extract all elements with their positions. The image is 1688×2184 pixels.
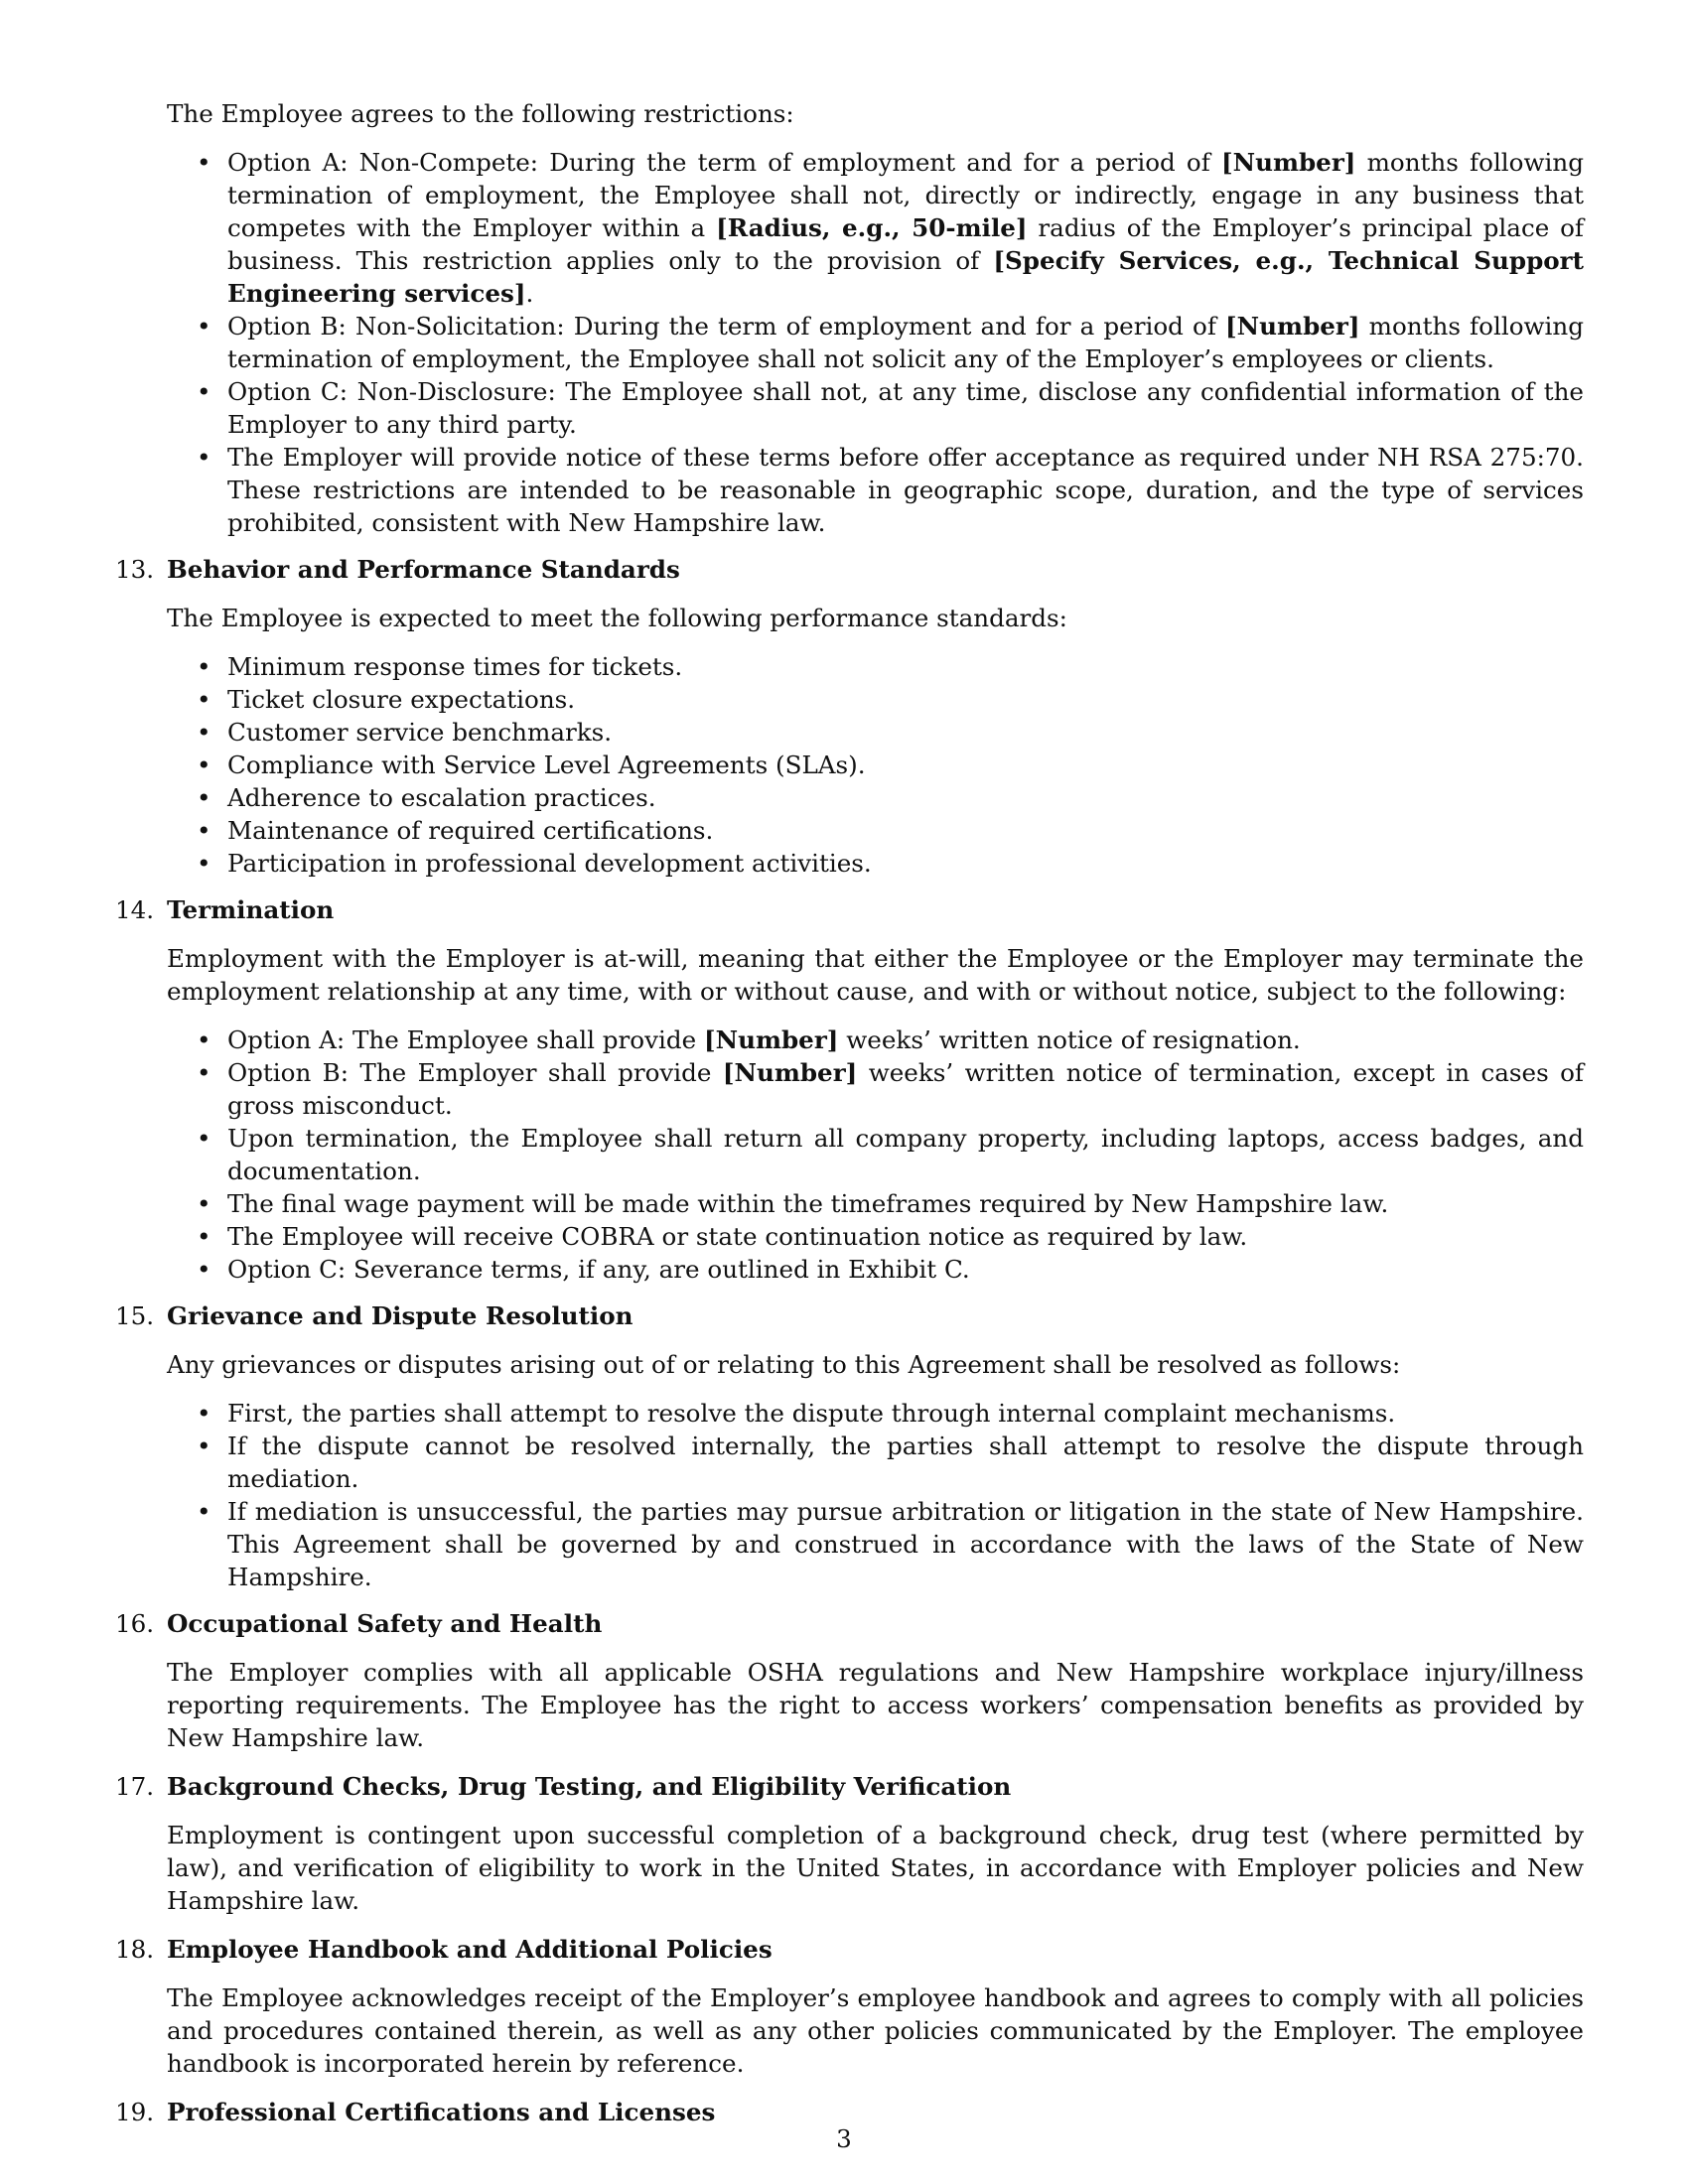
section-intro: The Employee is expected to meet the following performance standards: [167, 604, 1067, 632]
dispute-list [167, 1397, 1584, 1593]
section-number: 16. [115, 1609, 155, 1638]
text-run: Option A: Non-Compete: During the term of employment and for a period of [227, 148, 1221, 177]
section-title: Termination [167, 895, 335, 924]
section-heading [115, 1933, 1584, 1966]
text-run: Option B: The Employer shall provide [227, 1058, 723, 1087]
placeholder-services: [Specify Services, e.g., Technical Support Engineering services] [227, 246, 1584, 308]
placeholder-number: [Number] [1220, 148, 1356, 177]
text-run: Option B: Non-Solicitation: During the term of employment and for a period of [227, 312, 1226, 341]
list-item [167, 1056, 1584, 1122]
placeholder-number: [Number] [722, 1058, 858, 1087]
section-number: 15. [115, 1301, 155, 1330]
section-heading [115, 1770, 1584, 1803]
section-18 [115, 1933, 1584, 2080]
section-title: Employee Handbook and Additional Policies [167, 1935, 773, 1964]
list-item: • Participation in professional development activities. [167, 847, 1584, 880]
section-15 [115, 1299, 1584, 1593]
list-item [167, 1024, 1584, 1056]
section-title: Background Checks, Drug Testing, and Eligibility Verification [167, 1772, 1012, 1801]
list-item: • The final wage payment will be made within the timeframes required by New Hampshire law. [167, 1187, 1584, 1220]
section-intro: Any grievances or disputes arising out of or relating to this Agreement shall be resolved as follows: [167, 1350, 1401, 1379]
restrictions-list [167, 146, 1584, 539]
text-run: weeks’ written notice of resignation. [838, 1025, 1301, 1054]
standards-list [167, 650, 1584, 880]
section-number: 13. [115, 555, 155, 584]
section-16 [115, 1607, 1584, 1754]
list-item: • If mediation is unsuccessful, the parties may pursue arbitration or litigation in the state of New Hampshire. This Agreement shall be governed by and construed in accordance with the laws of the State of New Hampshire. [167, 1495, 1584, 1593]
document-page [115, 97, 1585, 2144]
placeholder-radius: [Radius, e.g., 50-mile] [716, 213, 1028, 242]
text-run: . [525, 279, 534, 308]
section-number: 14. [115, 895, 155, 924]
list-item: • Ticket closure expectations. [167, 683, 1584, 716]
list-item: • Option C: Severance terms, if any, are outlined in Exhibit C. [167, 1253, 1584, 1286]
list-item: • The Employer will provide notice of these terms before offer acceptance as required under NH RSA 275:70. These restrictions are intended to be reasonable in geographic scope, duration, and the type of services prohibited, consistent with New Hampshire law. [167, 441, 1584, 539]
text-run: months following termination of employment, the Employee shall not solicit any of the Employer’s employees or clients. [227, 312, 1584, 373]
text-run: months following termination of employment, the Employee shall not, directly or indirectly, engage in any business that competes with the Employer within a [227, 148, 1584, 242]
text-run: Option A: The Employee shall provide [227, 1025, 704, 1054]
placeholder-number: [Number] [703, 1025, 839, 1054]
list-item: • Adherence to escalation practices. [167, 781, 1584, 814]
section-body: The Employer complies with all applicable OSHA regulations and New Hampshire workplace injury/illness reporting requirements. The Employee has the right to access workers’ compensation benefits as provided by New Hampshire law. [167, 1658, 1584, 1752]
section-14 [115, 893, 1584, 1286]
list-item [167, 146, 1584, 310]
termination-list [167, 1024, 1584, 1286]
section-title: Occupational Safety and Health [167, 1609, 603, 1638]
list-item: • If the dispute cannot be resolved internally, the parties shall attempt to resolve the dispute through mediation. [167, 1430, 1584, 1495]
section-title: Grievance and Dispute Resolution [167, 1301, 633, 1330]
text-run: radius of the Employer’s principal place of business. This restriction applies only to the provision of [227, 213, 1585, 275]
section-13 [115, 553, 1584, 880]
section-number: 17. [115, 1772, 155, 1801]
list-item: • Upon termination, the Employee shall return all company property, including laptops, access badges, and documentation. [167, 1122, 1584, 1187]
section-heading [115, 893, 1584, 926]
section-intro: Employment with the Employer is at-will, meaning that either the Employee or the Employer may terminate the employment relationship at any time, with or without cause, and with or without notice, subject to the following: [167, 944, 1584, 1006]
placeholder-number: [Number] [1225, 312, 1360, 341]
list-item: • First, the parties shall attempt to resolve the dispute through internal complaint mechanisms. [167, 1397, 1584, 1430]
section-body: The Employee acknowledges receipt of the Employer’s employee handbook and agrees to comply with all policies and procedures contained therein, as well as any other policies communicated by the Employer. The employee handbook is incorporated herein by reference. [167, 1983, 1584, 2078]
section-title: Behavior and Performance Standards [167, 555, 680, 584]
list-item [167, 310, 1584, 375]
section-17 [115, 1770, 1584, 1917]
section-title: Professional Certifications and Licenses [167, 2098, 716, 2126]
list-item: • Maintenance of required certifications. [167, 814, 1584, 847]
list-item: • The Employee will receive COBRA or state continuation notice as required by law. [167, 1220, 1584, 1253]
list-item: • Option C: Non-Disclosure: The Employee shall not, at any time, disclose any confidential information of the Employer to any third party. [167, 375, 1584, 441]
list-item: • Compliance with Service Level Agreements (SLAs). [167, 749, 1584, 781]
section-number: 19. [115, 2098, 155, 2126]
text-run: weeks’ written notice of termination, except in cases of gross misconduct. [227, 1058, 1584, 1120]
section-body: Employment is contingent upon successful completion of a background check, drug test (where permitted by law), and verification of eligibility to work in the United States, in accordance with Employer policies and New Hampshire law. [167, 1821, 1584, 1915]
section-heading [115, 1299, 1584, 1332]
section-heading [115, 553, 1584, 586]
list-item: • Minimum response times for tickets. [167, 650, 1584, 683]
list-item: • Customer service benchmarks. [167, 716, 1584, 749]
page-number: 3 [836, 2124, 852, 2153]
section-heading [115, 1607, 1584, 1640]
section-number: 18. [115, 1935, 155, 1964]
restrictions-intro: The Employee agrees to the following restrictions: [167, 99, 794, 128]
